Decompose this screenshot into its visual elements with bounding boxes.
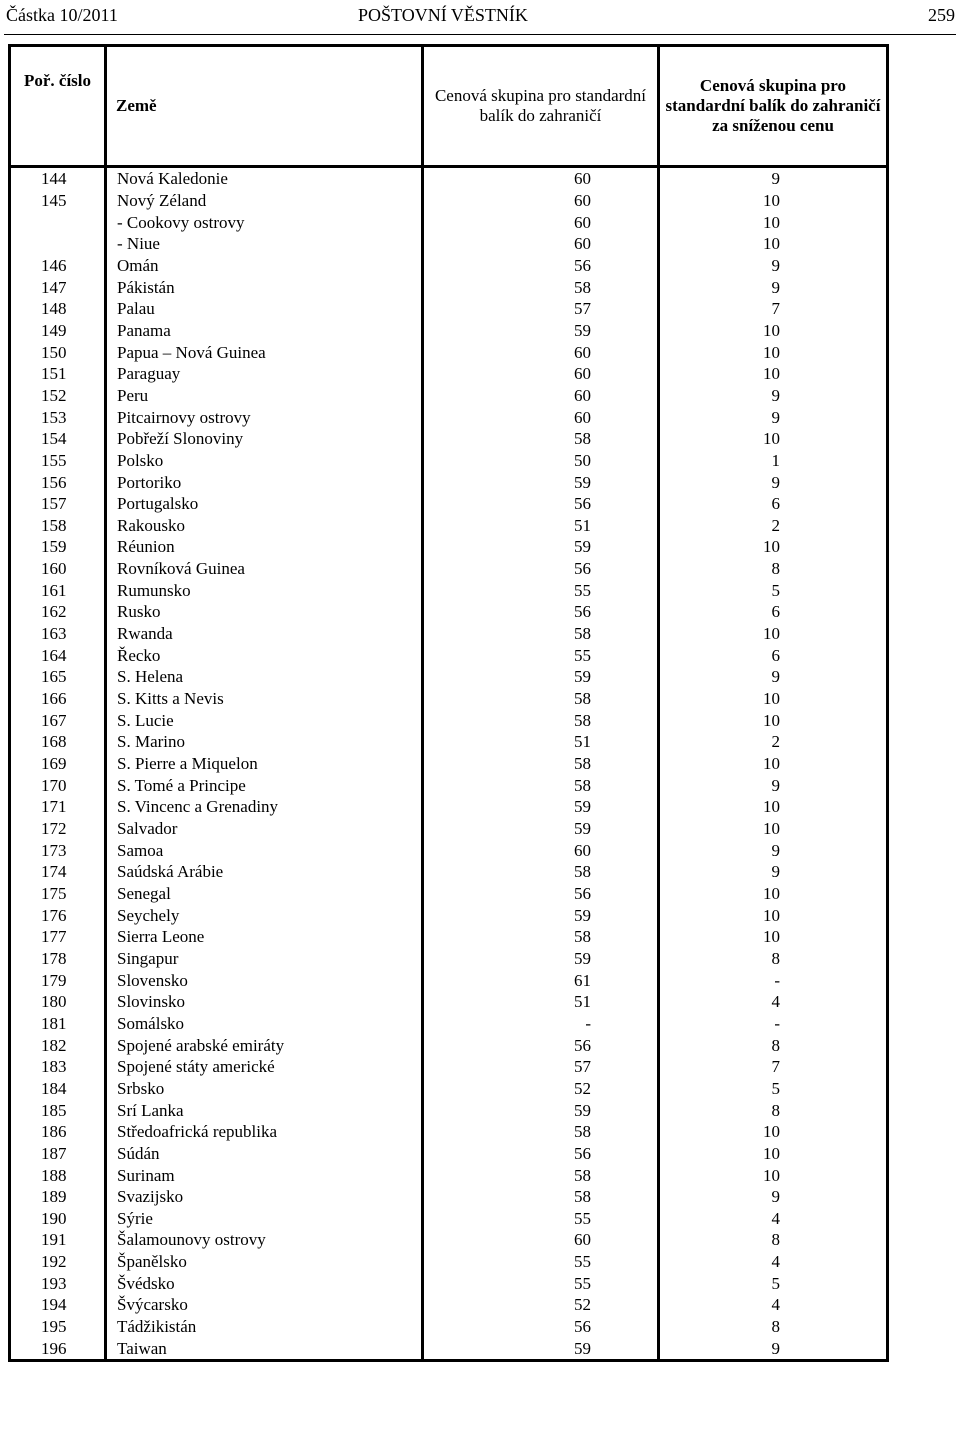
row-number: 194 [10,1294,106,1316]
row-reduced-group: 10 [659,818,888,840]
row-number: 195 [10,1316,106,1338]
table-body [10,167,888,1361]
table-row [10,167,888,190]
row-number: 188 [10,1164,106,1186]
table-row [10,644,888,666]
row-standard-group: 60 [423,1229,659,1251]
row-standard-group: 59 [423,666,659,688]
row-number: 170 [10,774,106,796]
row-reduced-group: 10 [659,341,888,363]
column-header-standard: Cenová skupina pro standardní balík do zahraničí [423,46,659,167]
row-standard-group: 56 [423,1316,659,1338]
row-reduced-group: 9 [659,406,888,428]
row-country: Spojené státy americké [106,1056,423,1078]
row-country: Španělsko [106,1251,423,1273]
row-standard-group: 60 [423,406,659,428]
table-row [10,861,888,883]
table-row [10,579,888,601]
row-standard-group: 60 [423,363,659,385]
row-reduced-group: 10 [659,1143,888,1165]
row-standard-group: 61 [423,969,659,991]
row-standard-group: 59 [423,1337,659,1360]
row-country: Pobřeží Slonoviny [106,428,423,450]
row-number: 175 [10,883,106,905]
row-number: 163 [10,623,106,645]
table-row [10,363,888,385]
row-number: 160 [10,558,106,580]
row-country: Senegal [106,883,423,905]
row-number: 167 [10,709,106,731]
column-header-reduced: Cenová skupina pro standardní balík do zahraničí za sníženou cenu [659,46,888,167]
row-number: 148 [10,298,106,320]
table-row [10,969,888,991]
row-number [10,233,106,255]
row-country: Nová Kaledonie [106,167,423,190]
row-standard-group: 56 [423,558,659,580]
row-number: 154 [10,428,106,450]
row-number: 147 [10,276,106,298]
row-reduced-group: 7 [659,1056,888,1078]
table-row [10,1121,888,1143]
row-reduced-group: 10 [659,926,888,948]
row-standard-group: 58 [423,753,659,775]
row-reduced-group: 10 [659,904,888,926]
table-row [10,255,888,277]
table-row [10,839,888,861]
row-standard-group: 59 [423,796,659,818]
row-country: Súdán [106,1143,423,1165]
row-reduced-group: 10 [659,883,888,905]
table-row [10,536,888,558]
row-reduced-group: 6 [659,644,888,666]
row-number: 173 [10,839,106,861]
row-reduced-group: 10 [659,233,888,255]
row-standard-group: 58 [423,861,659,883]
row-number: 176 [10,904,106,926]
row-number: 181 [10,1013,106,1035]
table-row [10,1164,888,1186]
row-standard-group: 60 [423,839,659,861]
row-reduced-group: 10 [659,428,888,450]
table-row [10,558,888,580]
table-row [10,320,888,342]
row-number: 171 [10,796,106,818]
row-country: Palau [106,298,423,320]
row-country: Omán [106,255,423,277]
row-number: 186 [10,1121,106,1143]
header-rule [4,34,956,35]
row-reduced-group: 9 [659,167,888,190]
row-country: - Cookovy ostrovy [106,211,423,233]
row-reduced-group: 5 [659,1272,888,1294]
row-number: 149 [10,320,106,342]
row-number: 144 [10,167,106,190]
table-row [10,471,888,493]
row-reduced-group: 9 [659,255,888,277]
row-country: Slovensko [106,969,423,991]
row-reduced-group: 9 [659,839,888,861]
row-country: - Niue [106,233,423,255]
table-row [10,1229,888,1251]
row-country: Středoafrická republika [106,1121,423,1143]
row-country: S. Marino [106,731,423,753]
row-number: 196 [10,1337,106,1360]
row-reduced-group: 4 [659,991,888,1013]
table-row [10,341,888,363]
row-reduced-group: 9 [659,471,888,493]
row-standard-group: 59 [423,320,659,342]
row-country: Rumunsko [106,579,423,601]
row-standard-group: 60 [423,385,659,407]
table-row [10,1056,888,1078]
row-country: Somálsko [106,1013,423,1035]
row-country: Slovinsko [106,991,423,1013]
row-number: 156 [10,471,106,493]
table-row [10,233,888,255]
row-standard-group: 56 [423,601,659,623]
row-country: Panama [106,320,423,342]
row-reduced-group: 10 [659,1164,888,1186]
row-reduced-group: 9 [659,1186,888,1208]
row-country: S. Lucie [106,709,423,731]
row-country: Singapur [106,948,423,970]
table-row [10,753,888,775]
table-row [10,731,888,753]
row-number: 159 [10,536,106,558]
row-reduced-group: 7 [659,298,888,320]
row-number: 164 [10,644,106,666]
row-reduced-group: - [659,969,888,991]
table-row [10,1143,888,1165]
row-number: 172 [10,818,106,840]
table-row [10,1251,888,1273]
row-reduced-group: 10 [659,211,888,233]
row-reduced-group: 10 [659,1121,888,1143]
table-row [10,385,888,407]
row-number: 184 [10,1078,106,1100]
table-row [10,493,888,515]
row-standard-group: 58 [423,1186,659,1208]
row-standard-group: 55 [423,644,659,666]
row-reduced-group: 9 [659,774,888,796]
row-reduced-group: 6 [659,601,888,623]
row-standard-group: 60 [423,167,659,190]
row-country: Samoa [106,839,423,861]
row-standard-group: 58 [423,1121,659,1143]
table-row [10,276,888,298]
table-row [10,991,888,1013]
table-row [10,1272,888,1294]
row-number: 179 [10,969,106,991]
row-country: Srbsko [106,1078,423,1100]
row-country: Tádžikistán [106,1316,423,1338]
row-standard-group: - [423,1013,659,1035]
table-row [10,1099,888,1121]
row-number: 169 [10,753,106,775]
row-standard-group: 55 [423,1208,659,1230]
row-reduced-group: 10 [659,688,888,710]
row-number: 152 [10,385,106,407]
row-number [10,211,106,233]
table-row [10,1034,888,1056]
row-standard-group: 57 [423,1056,659,1078]
row-number: 162 [10,601,106,623]
row-reduced-group: 10 [659,753,888,775]
row-country: Pákistán [106,276,423,298]
row-country: Rusko [106,601,423,623]
row-country: S. Helena [106,666,423,688]
table-row [10,904,888,926]
row-country: Sýrie [106,1208,423,1230]
row-country: Šalamounovy ostrovy [106,1229,423,1251]
row-number: 146 [10,255,106,277]
row-number: 174 [10,861,106,883]
row-standard-group: 55 [423,579,659,601]
row-reduced-group: 10 [659,536,888,558]
row-standard-group: 56 [423,255,659,277]
row-standard-group: 52 [423,1078,659,1100]
table-row [10,428,888,450]
row-standard-group: 55 [423,1251,659,1273]
row-standard-group: 57 [423,298,659,320]
row-country: S. Vincenc a Grenadiny [106,796,423,818]
row-standard-group: 51 [423,515,659,537]
row-country: Salvador [106,818,423,840]
column-header-number: Poř. číslo [10,46,106,167]
table-row [10,818,888,840]
row-country: Portugalsko [106,493,423,515]
row-number: 166 [10,688,106,710]
table-row [10,796,888,818]
row-number: 191 [10,1229,106,1251]
row-country: Taiwan [106,1337,423,1360]
row-standard-group: 58 [423,688,659,710]
row-number: 168 [10,731,106,753]
row-reduced-group: 4 [659,1294,888,1316]
table-row [10,709,888,731]
row-standard-group: 56 [423,493,659,515]
table-row [10,666,888,688]
table-row [10,948,888,970]
row-number: 189 [10,1186,106,1208]
publication-title: POŠTOVNÍ VĚSTNÍK [358,5,528,25]
row-reduced-group: 9 [659,666,888,688]
table-row [10,774,888,796]
table-row [10,1208,888,1230]
row-country: S. Pierre a Miquelon [106,753,423,775]
row-standard-group: 60 [423,341,659,363]
row-standard-group: 51 [423,991,659,1013]
row-standard-group: 58 [423,276,659,298]
row-reduced-group: 5 [659,1078,888,1100]
column-header-country [106,46,423,167]
row-reduced-group: 9 [659,276,888,298]
row-number: 187 [10,1143,106,1165]
row-reduced-group: 10 [659,623,888,645]
row-country: Paraguay [106,363,423,385]
table-row [10,1013,888,1035]
table-row [10,515,888,537]
table-row [10,1337,888,1360]
row-number: 192 [10,1251,106,1273]
row-standard-group: 51 [423,731,659,753]
row-country: Peru [106,385,423,407]
table-row [10,1294,888,1316]
row-standard-group: 56 [423,1034,659,1056]
table-row [10,688,888,710]
row-country: Švýcarsko [106,1294,423,1316]
row-reduced-group: 9 [659,861,888,883]
row-number: 153 [10,406,106,428]
row-standard-group: 59 [423,948,659,970]
row-standard-group: 58 [423,709,659,731]
row-country: Polsko [106,450,423,472]
row-standard-group: 58 [423,774,659,796]
table-row [10,406,888,428]
row-standard-group: 59 [423,904,659,926]
table-row [10,190,888,212]
row-number: 193 [10,1272,106,1294]
row-number: 150 [10,341,106,363]
row-reduced-group: 9 [659,385,888,407]
table-row [10,883,888,905]
row-standard-group: 55 [423,1272,659,1294]
row-country: Rakousko [106,515,423,537]
row-country: Portoriko [106,471,423,493]
row-standard-group: 58 [423,926,659,948]
table-row [10,450,888,472]
row-reduced-group: - [659,1013,888,1035]
row-number: 158 [10,515,106,537]
row-reduced-group: 4 [659,1251,888,1273]
table-row [10,298,888,320]
table-row [10,211,888,233]
row-reduced-group: 5 [659,579,888,601]
row-reduced-group: 2 [659,515,888,537]
row-country: Svazijsko [106,1186,423,1208]
row-reduced-group: 8 [659,1229,888,1251]
row-number: 178 [10,948,106,970]
row-reduced-group: 8 [659,948,888,970]
row-number: 151 [10,363,106,385]
row-reduced-group: 10 [659,190,888,212]
row-reduced-group: 1 [659,450,888,472]
row-country: Réunion [106,536,423,558]
row-reduced-group: 10 [659,320,888,342]
row-standard-group: 59 [423,471,659,493]
row-standard-group: 58 [423,623,659,645]
table-row [10,623,888,645]
row-reduced-group: 6 [659,493,888,515]
row-country: Seychely [106,904,423,926]
row-number: 185 [10,1099,106,1121]
row-standard-group: 59 [423,1099,659,1121]
row-standard-group: 56 [423,883,659,905]
page-header [0,0,960,30]
row-standard-group: 58 [423,428,659,450]
row-number: 177 [10,926,106,948]
row-number: 165 [10,666,106,688]
row-reduced-group: 4 [659,1208,888,1230]
row-standard-group: 58 [423,1164,659,1186]
row-country: Srí Lanka [106,1099,423,1121]
row-country: Papua – Nová Guinea [106,341,423,363]
row-reduced-group: 10 [659,363,888,385]
table-row [10,1186,888,1208]
row-country: Švédsko [106,1272,423,1294]
column-header-country-label: Země [116,96,157,115]
row-reduced-group: 9 [659,1337,888,1360]
row-number: 183 [10,1056,106,1078]
table-row [10,1316,888,1338]
row-country: S. Kitts a Nevis [106,688,423,710]
row-country: Rovníková Guinea [106,558,423,580]
row-standard-group: 56 [423,1143,659,1165]
row-number: 161 [10,579,106,601]
row-number: 190 [10,1208,106,1230]
row-number: 180 [10,991,106,1013]
row-reduced-group: 10 [659,709,888,731]
row-country: S. Tomé a Principe [106,774,423,796]
row-country: Pitcairnovy ostrovy [106,406,423,428]
table-row [10,601,888,623]
row-country: Rwanda [106,623,423,645]
row-reduced-group: 2 [659,731,888,753]
row-number: 145 [10,190,106,212]
row-reduced-group: 8 [659,1034,888,1056]
row-standard-group: 59 [423,536,659,558]
table-row [10,1078,888,1100]
row-country: Nový Zéland [106,190,423,212]
table-row [10,926,888,948]
table-header-row [10,46,888,167]
row-country: Sierra Leone [106,926,423,948]
row-reduced-group: 10 [659,796,888,818]
row-standard-group: 59 [423,818,659,840]
issue-number: Částka 10/2011 [6,5,118,25]
row-country: Spojené arabské emiráty [106,1034,423,1056]
row-standard-group: 50 [423,450,659,472]
row-reduced-group: 8 [659,1316,888,1338]
price-group-table [8,44,889,1362]
row-standard-group: 60 [423,190,659,212]
row-reduced-group: 8 [659,558,888,580]
row-number: 157 [10,493,106,515]
row-country: Saúdská Arábie [106,861,423,883]
page-number: 259 [928,5,955,25]
row-standard-group: 60 [423,211,659,233]
row-reduced-group: 8 [659,1099,888,1121]
row-country: Řecko [106,644,423,666]
row-standard-group: 52 [423,1294,659,1316]
row-country: Surinam [106,1164,423,1186]
row-standard-group: 60 [423,233,659,255]
row-number: 155 [10,450,106,472]
row-number: 182 [10,1034,106,1056]
